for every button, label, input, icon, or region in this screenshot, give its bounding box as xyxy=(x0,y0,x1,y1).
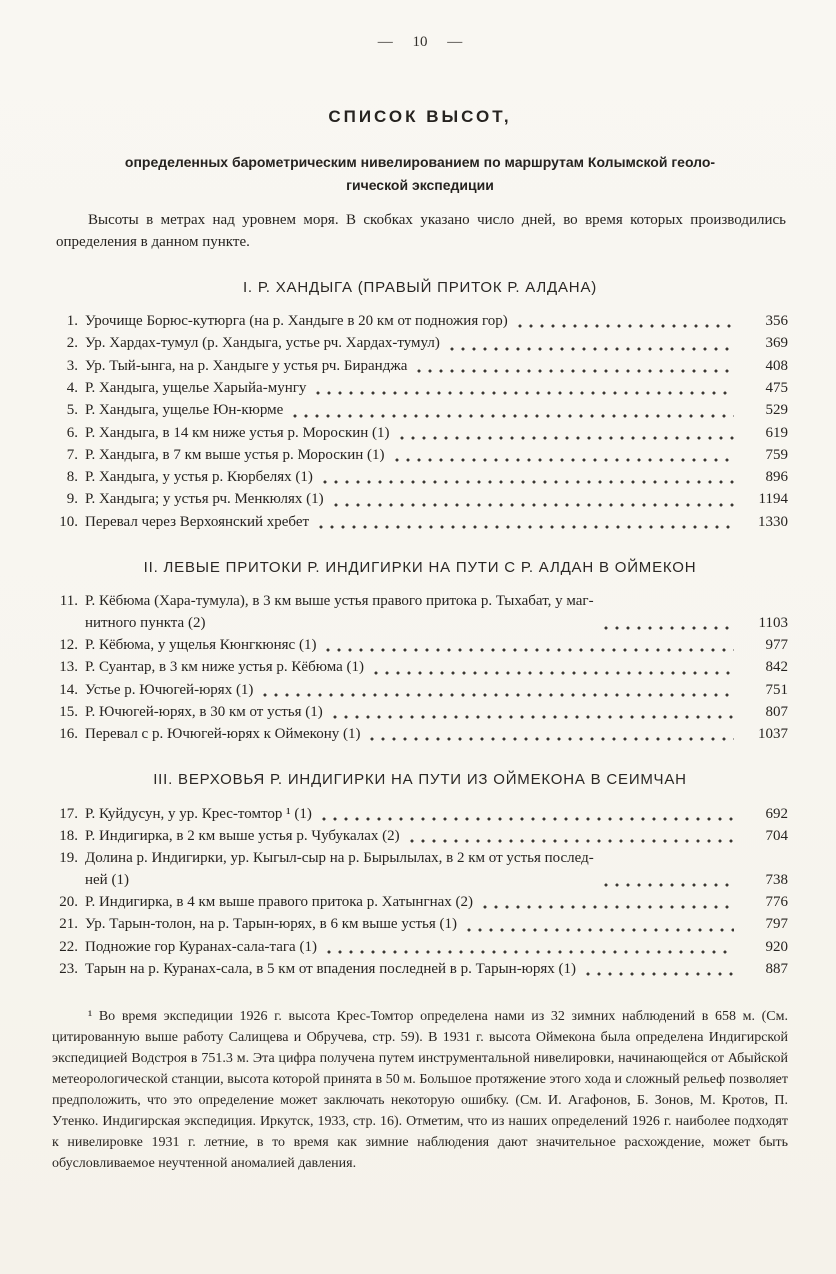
list-item xyxy=(52,937,788,958)
item-height-value: 887 xyxy=(765,960,788,977)
item-number: 20. xyxy=(59,893,78,910)
leader-dots xyxy=(293,414,734,418)
leader-dots xyxy=(586,972,734,976)
document-subtitle xyxy=(52,151,788,196)
item-height-value: 1103 xyxy=(758,614,788,631)
item-height-value: 1330 xyxy=(758,513,788,530)
leader-dots xyxy=(334,503,734,507)
list-item xyxy=(52,311,788,332)
item-number: 2. xyxy=(66,335,78,352)
item-number: 14. xyxy=(59,681,78,698)
item-text: Перевал с р. Ючюгей-юрях к Оймекону (1) xyxy=(85,726,361,743)
item-number: 4. xyxy=(66,379,78,396)
list-item xyxy=(52,467,788,488)
list-item xyxy=(52,333,788,354)
item-height-value: 977 xyxy=(765,636,788,653)
leader-dots xyxy=(604,626,734,630)
item-height-value: 356 xyxy=(765,313,788,330)
list-item xyxy=(52,591,788,634)
item-height-value: 738 xyxy=(765,871,788,888)
item-number: 13. xyxy=(59,659,78,676)
item-text: Р. Хандыга, ущелье Юн-кюрме xyxy=(85,402,284,419)
item-text: Р. Хандыга; у устья рч. Менкюлях (1) xyxy=(85,491,324,508)
height-list-section xyxy=(52,769,788,980)
list-item xyxy=(52,378,788,399)
item-number: 12. xyxy=(59,636,78,653)
item-height-value: 529 xyxy=(765,402,788,419)
list-item xyxy=(52,848,788,891)
item-text: Устье р. Ючюгей-юрях (1) xyxy=(85,681,254,698)
leader-dots xyxy=(417,369,734,373)
item-number: 21. xyxy=(59,916,78,933)
document-subtitle-line2: гической экспедиции xyxy=(346,176,494,193)
item-number: 3. xyxy=(66,357,78,374)
section-heading: II. ЛЕВЫЕ ПРИТОКИ Р. ИНДИГИРКИ НА ПУТИ С Р. АЛДАН В ОЙМЕКОН xyxy=(143,559,697,577)
item-height-value: 704 xyxy=(765,828,788,845)
item-height-value: 807 xyxy=(765,703,788,720)
item-number: 1. xyxy=(66,313,78,330)
leader-dots xyxy=(400,436,734,440)
leader-dots xyxy=(410,839,734,843)
item-height-value: 896 xyxy=(765,469,788,486)
item-text: Р. Кёбюма (Хара-тумула), в 3 км выше устья правого притока р. Тыхабат, у маг- нитного пункта (2) xyxy=(85,593,594,631)
document-subtitle-line1: определенных барометрическим нивелированием по маршрутам Колымской геоло- xyxy=(124,154,716,171)
item-text: Р. Куйдусун, у ур. Крес-томтор ¹ (1) xyxy=(85,805,312,822)
item-text: Тарын на р. Куранах-сала, в 5 км от впадения последней в р. Тарын-юрях (1) xyxy=(85,960,577,977)
section-heading: III. ВЕРХОВЬЯ Р. ИНДИГИРКИ НА ПУТИ ИЗ ОЙМЕКОНА В СЕИМЧАН xyxy=(153,771,687,789)
height-list-section xyxy=(52,277,788,533)
list-item xyxy=(52,892,788,913)
list-item xyxy=(52,635,788,656)
sections xyxy=(52,277,788,980)
leader-dots xyxy=(450,347,734,351)
item-number: 19. xyxy=(59,850,78,867)
leader-dots xyxy=(374,671,734,675)
leader-dots xyxy=(263,693,734,697)
footnote: ¹ Во время экспедиции 1926 г. высота Крес-Томтор определена нами из 32 зимних наблюдений в 658 м. (См. цитированную выше работу Салищева и Обручева, стр. 59). В 1931 г. высота Оймекона была определена Индигирской экспедицией Водстроя в 751.3 м. Эта цифра получена путем инструментальной нивелировки, начинающейся от Абыйской метеорологической станции, высота которой принята в 50 м. Большое протяжение этого хода и сложный рельеф позволяет предположить, что это определение может заключать некоторую ошибку. (См. И. Агафонов, Б. Зонов, М. Кротов, П. Утенко. Индигирская экспедиция. Иркутск, 1933, стр. 16). Отметим, что из наших определений 1926 г. наиболее подходят к нивелировке 1931 г. летние, в то время как зимние наблюдения дают значительное расхождение, может быть обусловливаемое неучтенной аномалией давления. xyxy=(52,1009,788,1172)
item-height-value: 475 xyxy=(765,379,788,396)
leader-dots xyxy=(316,391,734,395)
item-text: Р. Индигирка, в 2 км выше устья р. Чубукалах (2) xyxy=(85,828,400,845)
item-text: Р. Индигирка, в 4 км выше правого притока р. Хатынгнах (2) xyxy=(85,893,474,910)
list-item xyxy=(52,959,788,980)
item-number: 7. xyxy=(66,446,78,463)
item-number: 23. xyxy=(59,960,78,977)
item-text: Р. Хандыга, ущелье Харыйа-мунгу xyxy=(85,379,307,396)
item-number: 11. xyxy=(59,593,78,610)
item-text: Р. Хандыга, в 14 км ниже устья р. Мороскин (1) xyxy=(85,424,390,441)
item-text: Р. Ючюгей-юрях, в 30 км от устья (1) xyxy=(85,703,323,720)
page-number: — 10 — xyxy=(377,34,463,50)
leader-dots xyxy=(323,480,734,484)
list-item xyxy=(52,804,788,825)
item-text: Р. Хандыга, у устья р. Кюрбелях (1) xyxy=(85,469,313,486)
item-text: Урочище Борюс-кутюрга (на р. Хандыге в 20 км от подножия гор) xyxy=(85,313,508,330)
item-text: Ур. Хардах-тумул (р. Хандыга, устье рч. Хардах-тумул) xyxy=(85,335,440,352)
intro-paragraph: Высоты в метрах над уровнем моря. В скобках указано число дней, во время которых производились определения в данном пункте. xyxy=(56,212,786,250)
leader-dots xyxy=(467,928,734,932)
leader-dots xyxy=(395,458,734,462)
item-number: 6. xyxy=(66,424,78,441)
list-item xyxy=(52,914,788,935)
item-text: Долина р. Индигирки, ур. Кыгыл-сыр на р. Бырылылах, в 2 км от устья послед- ней (1) xyxy=(85,850,594,888)
document-title: СПИСОК ВЫСОТ, xyxy=(328,107,512,127)
list-item xyxy=(52,826,788,847)
leader-dots xyxy=(322,817,734,821)
list-item xyxy=(52,489,788,510)
list-item xyxy=(52,724,788,745)
item-text: Ур. Тарын-толон, на р. Тарын-юрях, в 6 км выше устья (1) xyxy=(85,916,458,933)
item-height-value: 797 xyxy=(765,916,788,933)
item-height-value: 842 xyxy=(765,659,788,676)
list-item xyxy=(52,702,788,723)
item-height-value: 692 xyxy=(765,805,788,822)
item-height-value: 619 xyxy=(765,424,788,441)
item-text: Подножие гор Куранах-сала-тага (1) xyxy=(85,938,317,955)
item-height-value: 1194 xyxy=(758,491,788,508)
list-item xyxy=(52,356,788,377)
list-item xyxy=(52,512,788,533)
item-number: 18. xyxy=(59,828,78,845)
item-number: 8. xyxy=(66,469,78,486)
item-text: Перевал через Верхоянский хребет xyxy=(85,513,310,530)
item-number: 5. xyxy=(66,402,78,419)
item-height-value: 776 xyxy=(765,893,788,910)
item-height-value: 751 xyxy=(765,681,788,698)
leader-dots xyxy=(370,737,734,741)
item-height-value: 1037 xyxy=(758,726,788,743)
leader-dots xyxy=(333,715,734,719)
item-number: 16. xyxy=(59,726,78,743)
item-text: Р. Хандыга, в 7 км выше устья р. Мороскин (1) xyxy=(85,446,385,463)
item-height-value: 759 xyxy=(765,446,788,463)
leader-dots xyxy=(327,950,734,954)
list-item xyxy=(52,423,788,444)
item-height-value: 920 xyxy=(765,938,788,955)
leader-dots xyxy=(604,883,734,887)
leader-dots xyxy=(319,525,734,529)
item-number: 15. xyxy=(59,703,78,720)
height-list-section xyxy=(52,557,788,745)
item-height-value: 369 xyxy=(765,335,788,352)
item-text: Р. Суантар, в 3 км ниже устья р. Кёбюма (1) xyxy=(85,659,365,676)
leader-dots xyxy=(326,648,734,652)
item-text: Р. Кёбюма, у ущелья Кюнгкюняс (1) xyxy=(85,636,317,653)
section-heading: I. Р. ХАНДЫГА (ПРАВЫЙ ПРИТОК Р. АЛДАНА) xyxy=(242,278,598,296)
leader-dots xyxy=(483,905,734,909)
item-number: 9. xyxy=(66,491,78,508)
item-text: Ур. Тый-ынга, на р. Хандыге у устья рч. Биранджа xyxy=(85,357,408,374)
list-item xyxy=(52,445,788,466)
item-number: 17. xyxy=(59,805,78,822)
item-number: 22. xyxy=(59,938,78,955)
list-item xyxy=(52,400,788,421)
item-number: 10. xyxy=(59,513,78,530)
item-height-value: 408 xyxy=(765,357,788,374)
list-item xyxy=(52,657,788,678)
list-item xyxy=(52,680,788,701)
leader-dots xyxy=(518,324,734,328)
